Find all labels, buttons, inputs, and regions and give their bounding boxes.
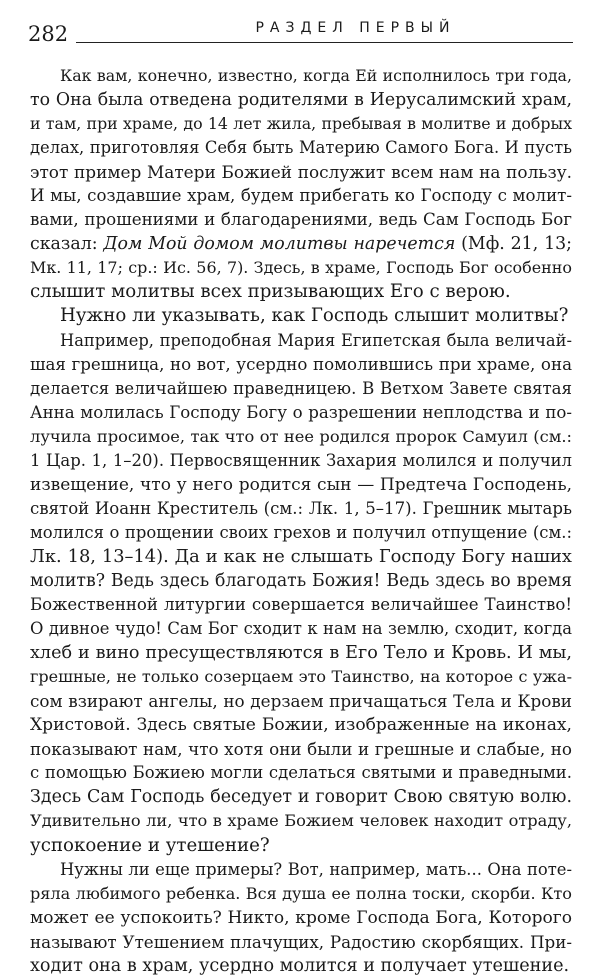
text-line: 1 Цар. 1, 1–20). Первосвященник Захария молился и получил [30,450,572,470]
text-line: Нужны ли еще примеры? Вот, например, мать... Она поте- [60,859,572,879]
quote-suffix: (Мф. 21, 13; [455,234,572,255]
text-line-with-quote [30,232,572,256]
body-text [30,64,572,978]
text-line: слышит молитвы всех призывающих Его с верою. [30,281,511,303]
text-line: Божественной литургии совершается величайшее Таинство! [30,595,572,615]
text-line: ходит она в храм, усердно молится и получает утешение. [30,955,570,976]
paragraph-2 [30,304,572,328]
page-header [28,18,573,50]
text-line: Анна молилась Господу Богу о разрешении неплодства и по- [30,402,572,422]
page-number: 282 [28,22,69,46]
text-line: вами, прошениями и благодарениями, ведь Сам Господь Бог [30,210,572,230]
text-line: то Она была отведена родителями в Иерусалимский храм, [30,90,572,111]
text-line: извещение, что у него родится сын — Предтеча Господень, [30,474,572,495]
text-line: молитв? Ведь здесь благодать Божия! Ведь здесь во время [30,570,572,591]
text-line: Удивительно ли, что в храме Божием человек находит отраду, [30,811,572,831]
text-line: Нужно ли указывать, как Господь слышит молитвы? [60,305,569,327]
quote-prefix: сказал: [30,234,104,255]
text-line: хлеб и вино пресуществляются в Его Тело и Кровь. И мы, [30,643,572,664]
text-line: делах, приготовляя Себя быть Материю Самого Бога. И пусть [30,138,572,158]
text-line: может ее успокоить? Никто, кроме Господа Бога, Которого [30,907,572,928]
text-line: грешные, не только созерцаем это Таинство, на которое с ужа- [30,667,572,687]
text-line: Здесь Сам Господь беседует и говорит Свою святую волю. [30,787,572,808]
text-line: лучила просимое, так что от нее родился пророк Самуил (см.: [30,426,572,446]
paragraph-3 [30,329,572,858]
scripture-quote: Дом Мой домом молитвы наречется [103,234,456,255]
text-line: Христовой. Здесь святые Божии, изображенные на иконах, [30,715,572,736]
header-rule [76,42,573,43]
paragraph-1 [30,64,572,304]
text-line: называют Утешением плачущих, Радостию скорбящих. При- [30,931,572,952]
text-line: с помощью Божиею могли сделаться святыми и праведными. [30,763,572,783]
text-line: успокоение и утешение? [30,834,270,856]
running-head-text: РАЗДЕЛ ПЕРВЫЙ [249,20,461,36]
text-line: делается величайшею праведницею. В Ветхом Завете святая [30,378,572,398]
text-line: ряла любимого ребенка. Вся душа ее полна тоски, скорби. Кто [30,883,572,903]
paragraph-4 [30,858,572,978]
text-line: святой Иоанн Креститель (см.: Лк. 1, 5–17). Грешник мытарь [30,498,572,518]
text-line: показывают нам, что хотя они были и грешные и слабые, но [30,739,572,760]
text-line: шая грешница, но вот, усердно помолившись при храме, она [30,354,572,374]
text-line: и там, при храме, до 14 лет жила, пребывая в молитве и добрых [30,114,572,134]
text-line: Лк. 18, 13–14). Да и как не слышать Господу Богу наших [30,545,572,567]
text-line: Мк. 11, 17; ср.: Ис. 56, 7). Здесь, в храме, Господь Бог особенно [30,258,572,278]
text-line: молился о прощении своих грехов и получил отпущение (см.: [30,522,572,542]
text-line: Как вам, конечно, известно, когда Ей исполнилось три года, [60,66,572,85]
text-line: сом взирают ангелы, но дерзаем причащаться Тела и Крови [30,691,572,712]
text-line: И мы, создавшие храм, будем прибегать ко Господу с молит- [30,186,572,206]
text-line: Например, преподобная Мария Египетская была величай- [60,330,572,350]
text-line: этот пример Матери Божией послужит всем нам на пользу. [30,162,572,183]
running-head [138,20,573,36]
text-line: О дивное чудо! Сам Бог сходит к нам на землю, сходит, когда [30,619,572,639]
